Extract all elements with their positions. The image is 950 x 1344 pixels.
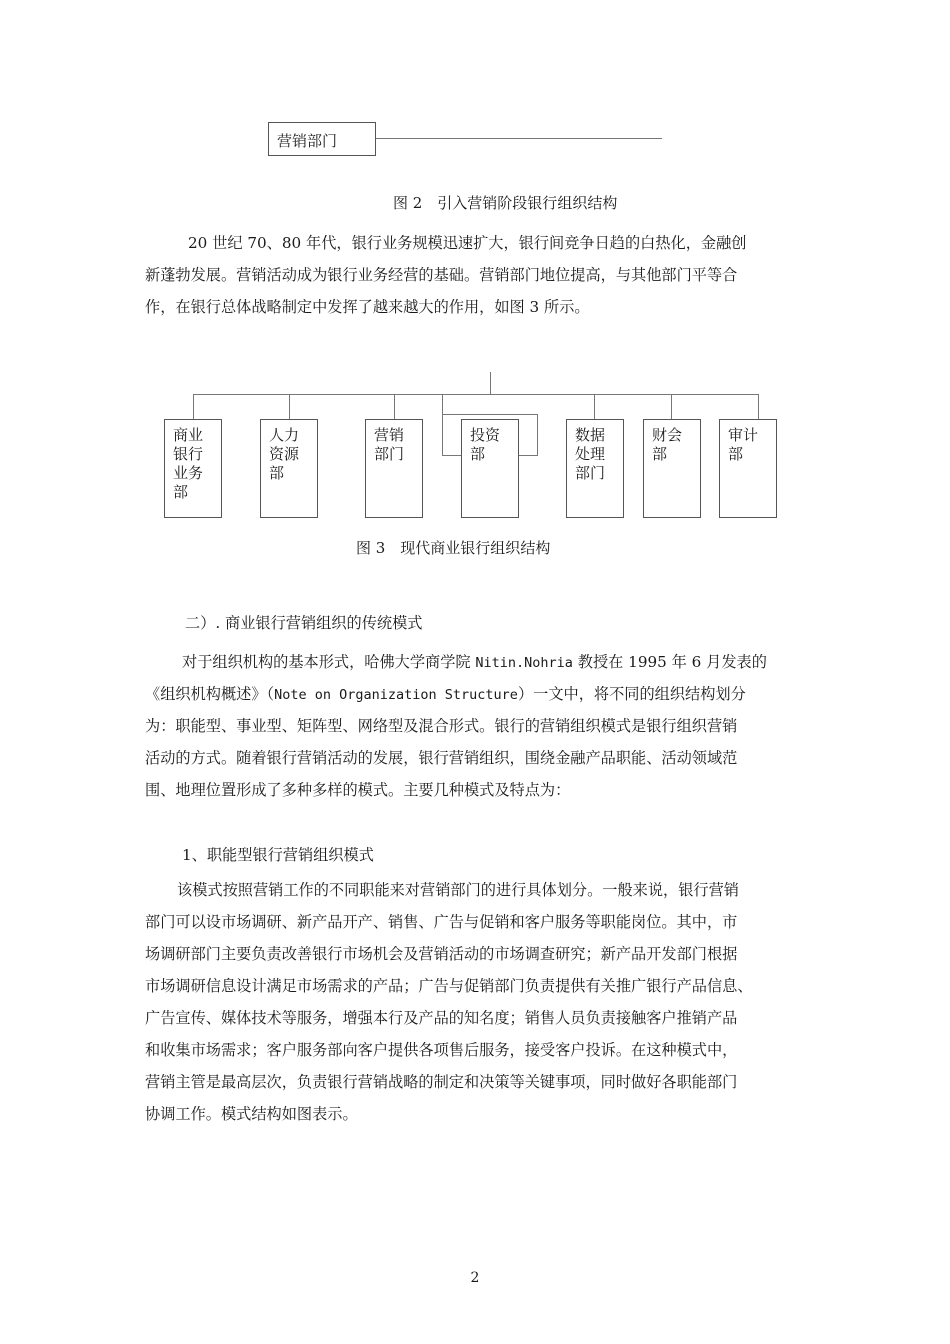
section-2-line: 对于组织机构的基本形式，哈佛大学商学院 Nitin.Nohria 教授在 1995 年 6 月发表的 [182,653,767,671]
paragraph-1 [145,227,810,323]
fig3-bracket-line [442,455,461,456]
subsection-1-heading: 1、职能型银行营销组织模式 [182,846,374,864]
fig2-marketing-dept-label: 营销部门 [277,132,338,150]
fig3-dept-label: 投资部 [470,426,501,463]
fig3-drop-line [594,394,595,419]
fig3-bracket-line [442,414,538,415]
subsection-1-line: 该模式按照营销工作的不同职能来对营销部门的进行具体划分。一般来说，银行营销 [177,881,739,899]
fig3-bracket-line [518,455,538,456]
fig3-bracket-line [442,394,443,456]
fig3-drop-line [671,394,672,419]
page-number: 2 [470,1270,480,1286]
fig3-dept-label: 人力资源部 [269,426,300,482]
fig3-dept-box-commercial-banking [164,419,222,518]
fig3-dept-box-data-processing [566,419,624,518]
paragraph-1-line: 20 世纪 70、80 年代，银行业务规模迅速扩大，银行间竞争日趋的白热化，金融创 [188,234,747,252]
fig2-connector-line [376,138,662,139]
fig3-bracket-line [537,414,538,456]
section-2-line: 《组织机构概述》（Note on Organization Structure）一文中，将不同的组织结构划分 [145,685,746,703]
section-2-paragraph [145,646,810,806]
fig3-caption: 图 3 现代商业银行组织结构 [356,539,551,557]
fig3-dept-label: 财会部 [652,426,683,463]
section-2-line: 活动的方式。随着银行营销活动的发展，银行营销组织，围绕金融产品职能、活动领域范 [145,749,738,767]
subsection-1-line: 部门可以设市场调研、新产品开产、销售、广告与促销和客户服务等职能岗位。其中，市 [145,913,738,931]
section-2-line: 为：职能型、事业型、矩阵型、网络型及混合形式。银行的营销组织模式是银行组织营销 [145,717,738,735]
subsection-1-line: 市场调研信息设计满足市场需求的产品；广告与促销部门负责提供有关推广银行产品信息、 [145,977,753,995]
fig3-drop-line [193,394,194,419]
paragraph-1-line: 作，在银行总体战略制定中发挥了越来越大的作用，如图 3 所示。 [145,298,590,316]
fig3-drop-line [289,394,290,419]
fig3-dept-box-marketing [365,419,423,518]
fig3-dept-box-finance [643,419,701,518]
fig3-root-stem [490,372,491,394]
fig3-dept-box-human-resources [260,419,318,518]
paragraph-1-line: 新蓬勃发展。营销活动成为银行业务经营的基础。营销部门地位提高，与其他部门平等合 [145,266,738,284]
subsection-1-line: 协调工作。模式结构如图表示。 [145,1105,358,1123]
subsection-1-line: 营销主管是最高层次，负责银行营销战略的制定和决策等关键事项，同时做好各职能部门 [145,1073,738,1091]
fig3-dept-label: 数据处理部门 [575,426,606,482]
fig2-marketing-dept-box [268,122,376,156]
section-2-line: 围、地理位置形成了多种多样的模式。主要几种模式及特点为： [145,781,571,799]
subsection-1-line: 广告宣传、媒体技术等服务，增强本行及产品的知名度；销售人员负责接触客户推销产品 [145,1009,738,1027]
fig3-dept-box-investment [461,419,519,518]
fig3-drop-line [394,394,395,419]
fig3-dept-label: 商业银行业务部 [173,426,204,501]
fig3-dept-box-audit [719,419,777,518]
fig3-bus-line [193,394,759,395]
fig3-dept-label: 营销部门 [374,426,405,463]
subsection-1-line: 场调研部门主要负责改善银行市场机会及营销活动的市场调查研究；新产品开发部门根据 [145,945,738,963]
subsection-1-paragraph [145,874,810,1130]
fig2-caption: 图 2 引入营销阶段银行组织结构 [393,194,618,212]
section-2-heading: 二）. 商业银行营销组织的传统模式 [185,614,423,632]
subsection-1-line: 和收集市场需求；客户服务部向客户提供各项售后服务，接受客户投诉。在这种模式中， [145,1041,738,1059]
fig3-dept-label: 审计部 [728,426,759,463]
fig3-drop-line [758,394,759,419]
